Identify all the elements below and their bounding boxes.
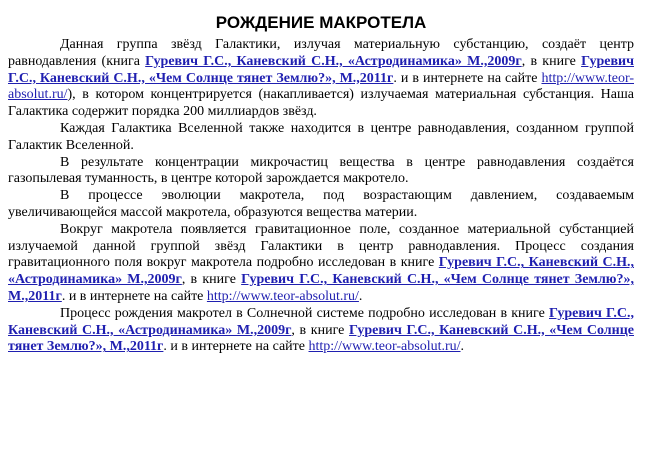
paragraph <box>8 188 634 222</box>
paragraph-text: Каждая Галактика Вселенной также находится в центре равнодавления, созданном группой Галактик Вселенной. <box>8 120 634 153</box>
document-title: РОЖДЕНИЕ МАКРОТЕЛА <box>215 13 427 32</box>
website-link[interactable]: http://www.teor-absolut.ru/ <box>8 70 634 103</box>
book-reference-link[interactable]: Гуревич Г.С., Каневский С.Н., «Чем Солнце тянет Землю?», М.,2011г <box>8 53 634 86</box>
paragraph-text: . и в интернете на сайте <box>393 70 542 86</box>
paragraph-text: . и в интернете на сайте <box>61 288 207 304</box>
book-reference-link[interactable]: Гуревич Г.С., Каневский С.Н., «Астродинамика» М.,2009г <box>145 53 522 69</box>
paragraph-text: . <box>358 288 363 304</box>
document-page <box>8 12 634 356</box>
website-link[interactable]: http://www.teor-absolut.ru/ <box>308 339 461 355</box>
paragraph-text: , в книге <box>291 322 349 338</box>
paragraph <box>8 306 634 356</box>
website-link[interactable]: http://www.teor-absolut.ru/ <box>206 288 359 304</box>
book-reference-link[interactable]: Гуревич Г.С., Каневский С.Н., «Астродинамика» М.,2009г <box>8 255 635 288</box>
paragraph-text: , в книге <box>521 53 582 69</box>
paragraph <box>8 121 634 155</box>
book-reference-link[interactable]: Гуревич Г.С., Каневский С.Н., «Чем Солнце тянет Землю?», М.,2011г <box>8 322 634 355</box>
paragraph-text: . <box>460 339 465 355</box>
paragraph <box>8 37 634 121</box>
paragraph-text: В процессе эволюции макротела, под возрастающим давлением, создаваемым увеличивающейся массой макротела, образуются вещества материи. <box>8 188 634 220</box>
paragraph <box>8 155 634 189</box>
document-body <box>8 37 634 356</box>
paragraph-text: ), в котором концентрируется (накапливается) излучаемая материальная субстанция. Наша Галактика содержит порядка 200 миллиардов звёзд. <box>8 87 634 120</box>
paragraph-text: Процесс рождения макротел в Солнечной системе подробно исследован в книге <box>60 305 549 321</box>
paragraph-text: . и в интернете на сайте <box>163 339 309 355</box>
paragraph-text: Данная группа звёзд Галактики, излучая материальную субстанцию, создаёт центр равнодавления (книга <box>8 37 634 69</box>
paragraph-text: В результате концентрации микрочастиц вещества в центре равнодавления создаётся газопылевая туманность, в центре которой зарождается макротело. <box>8 154 634 187</box>
book-reference-link[interactable]: Гуревич Г.С., Каневский С.Н., «Астродинамика» М.,2009г <box>8 305 634 338</box>
paragraph-text: , в книге <box>181 272 242 288</box>
book-reference-link[interactable]: Гуревич Г.С., Каневский С.Н., «Чем Солнце тянет Землю?», М.,2011г <box>8 272 635 304</box>
paragraph-text: Вокруг макротела появляется гравитационное поле, созданное материальной субстанцией излучаемой данной группой звёзд Галактики в центр равнодавления. Процесс создания гравитационного поля вокруг макротела подробно исследован в книге <box>8 221 634 271</box>
paragraph <box>8 222 634 306</box>
